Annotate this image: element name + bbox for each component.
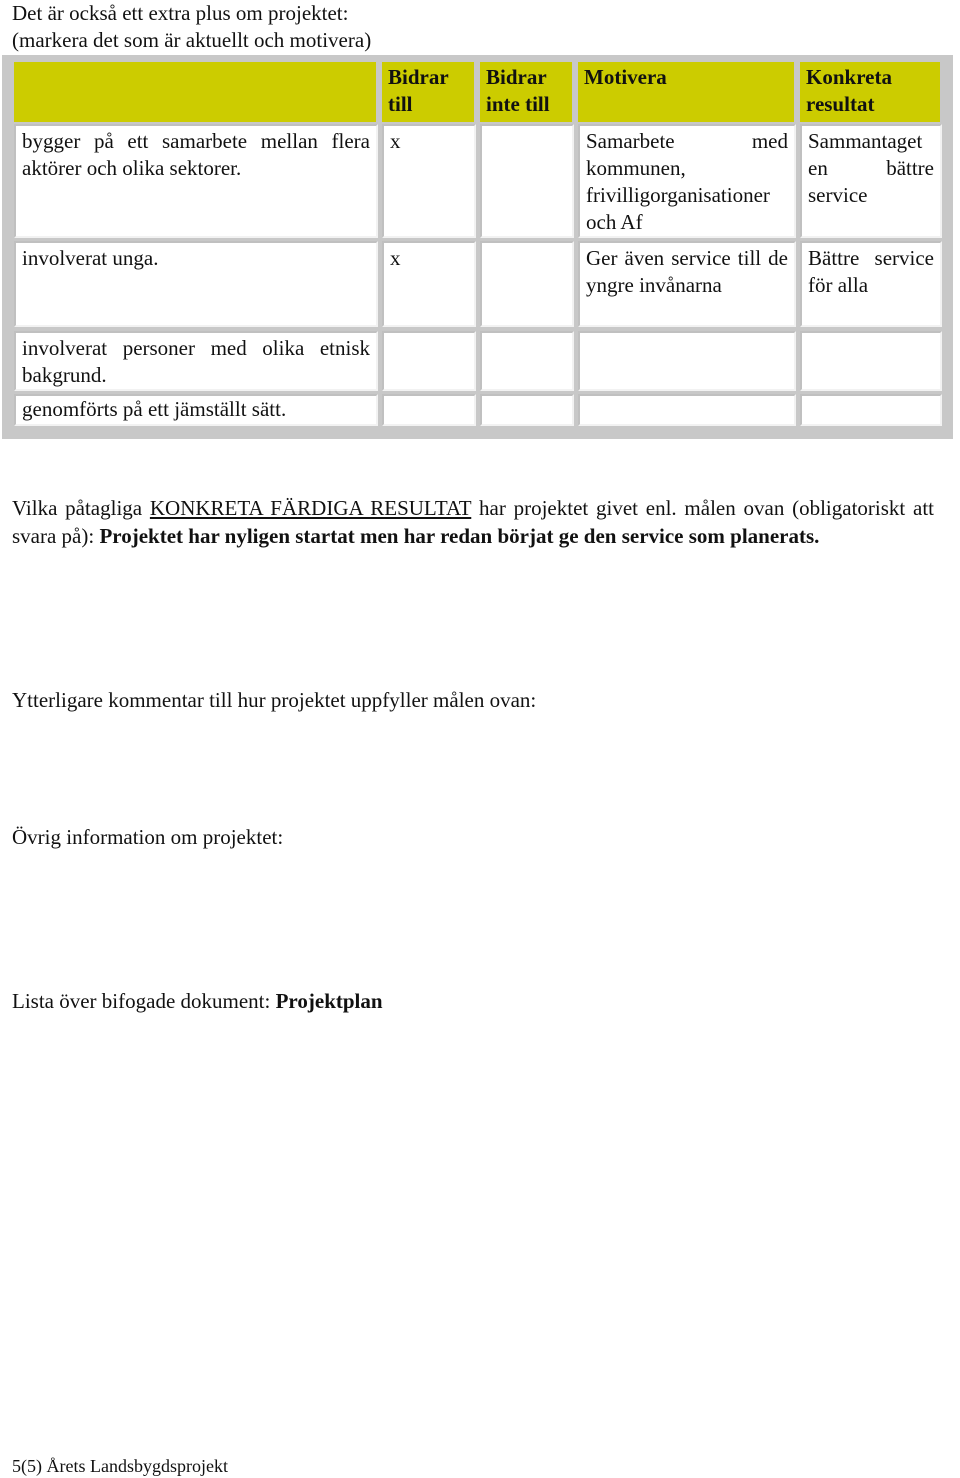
header-motivera: Motivera	[578, 62, 794, 122]
page-footer: 5(5) Årets Landsbygdsprojekt	[12, 1456, 228, 1476]
row-2-resultat: Bättre service för alla	[800, 241, 942, 327]
row-1-bidrar-till: x	[382, 124, 476, 238]
row-4-resultat	[800, 394, 942, 426]
row-3-bidrar-till	[382, 331, 476, 391]
intro-text	[12, 0, 371, 54]
intro-line-1: Det är också ett extra plus om projektet:	[12, 1, 349, 25]
row-4-bidrar-inte-till	[480, 394, 574, 426]
other-info-label: Övrig information om projektet:	[12, 825, 284, 849]
intro-line-2: (markera det som är aktuellt och motivera)	[12, 28, 372, 52]
row-4-criterion: genomförts på ett jämställt sätt.	[14, 394, 378, 426]
row-1-bidrar-inte-till	[480, 124, 574, 238]
header-bidrar-till: Bidrar till	[382, 62, 474, 122]
row-3-motivera	[578, 331, 796, 391]
row-2-bidrar-inte-till	[480, 241, 574, 327]
comment-label: Ytterligare kommentar till hur projektet uppfyller målen ovan:	[12, 688, 537, 712]
question-prefix: Vilka påtagliga	[12, 496, 150, 520]
attachments-line	[12, 987, 383, 1015]
question-underlined: KONKRETA FÄRDIGA RESULTAT	[149, 496, 472, 520]
question-middle: har projektet givet enl. målen ovan (obligatoriskt att svara på):	[12, 496, 934, 548]
row-2-motivera: Ger även service till de yngre invånarna	[578, 241, 796, 327]
row-2-criterion: involverat unga.	[14, 241, 378, 327]
header-bidrar-till-cell	[382, 62, 474, 122]
attachments-label: Lista över bifogade dokument:	[12, 989, 276, 1013]
row-1-criterion: bygger på ett samarbete mellan flera aktörer och olika sektorer.	[14, 124, 378, 238]
header-konkreta-resultat: Konkreta resultat	[800, 62, 940, 122]
row-4-motivera	[578, 394, 796, 426]
project-criteria-table	[2, 55, 953, 439]
row-1-motivera: Samarbete med kommunen, frivilligorganisationer och Af	[578, 124, 796, 238]
row-4-bidrar-till	[382, 394, 476, 426]
header-bidrar-inte-till: Bidrar inte till	[480, 62, 572, 122]
row-1-resultat: Sammantaget en bättre service	[800, 124, 942, 238]
attachments-value: Projektplan	[275, 989, 383, 1013]
row-3-resultat	[800, 331, 942, 391]
results-question	[12, 494, 934, 550]
row-3-criterion: involverat personer med olika etnisk bakgrund.	[14, 331, 378, 391]
question-answer: Projektet har nyligen startat men har redan börjat ge den service som planerats.	[99, 524, 820, 548]
row-3-bidrar-inte-till	[480, 331, 574, 391]
header-criterion-cell	[14, 62, 376, 122]
row-2-bidrar-till: x	[382, 241, 476, 327]
